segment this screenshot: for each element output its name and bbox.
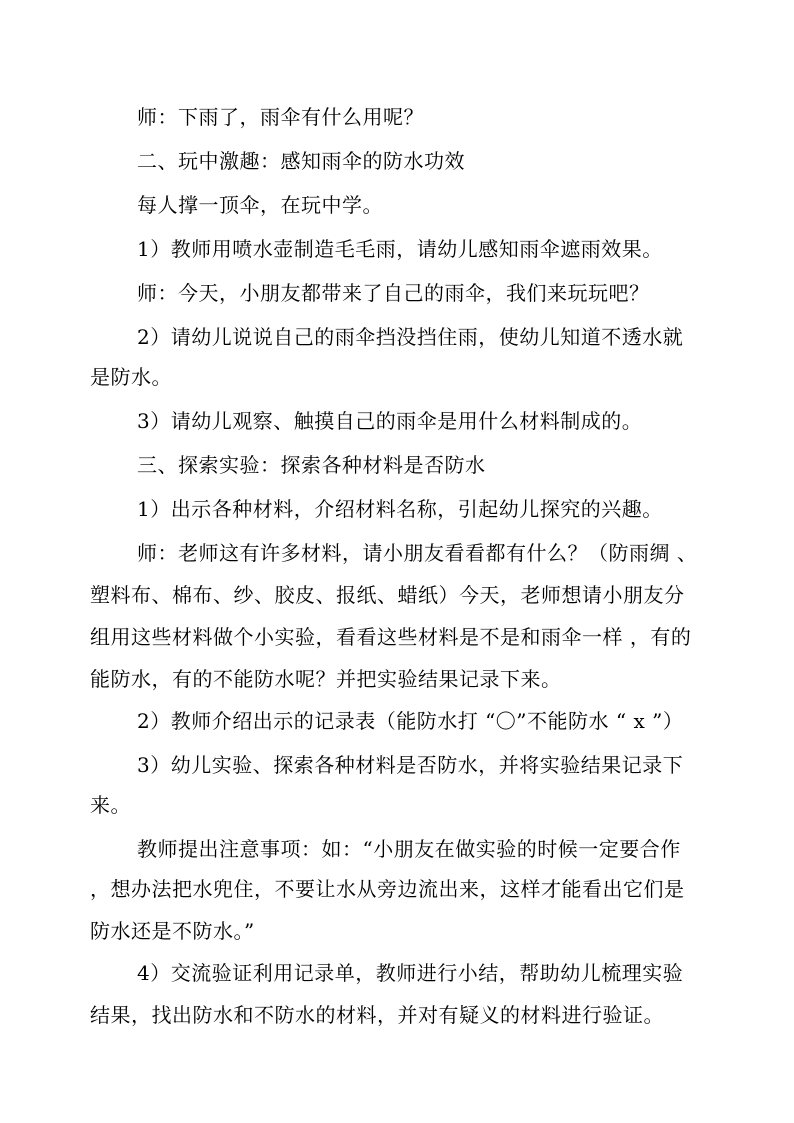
text-line: 4）交流验证利用记录单，教师进行小结，帮助幼儿梳理实验 — [137, 961, 684, 985]
text-line: 来。 — [90, 793, 131, 817]
text-line: 每人撑一顶伞，在玩中学。 — [137, 193, 383, 217]
text-line: 3）幼儿实验、探索各种材料是否防水，并将实验结果记录下 — [137, 753, 684, 777]
text-line: 2）请幼儿说说自己的雨伞挡没挡住雨，使幼儿知道不透水就 — [137, 325, 684, 349]
section-heading: 二、玩中激趣：感知雨伞的防水功效 — [137, 149, 465, 173]
text-line: 师：下雨了，雨伞有什么用呢？ — [137, 105, 424, 129]
text-line: ，想办法把水兜住，不要让水从旁边流出来，这样才能看出它们是 — [90, 877, 685, 901]
text-line: 防水还是不防水。” — [90, 919, 255, 943]
text-line: 组用这些材料做个小实验，看看这些材料是不是和雨伞一样 ，有的 — [90, 625, 692, 649]
text-line: 是防水。 — [90, 365, 172, 389]
text-line: 结果，找出防水和不防水的材料，并对有疑义的材料进行验证。 — [90, 1003, 664, 1027]
text-line: 1）教师用喷水壶制造毛毛雨，请幼儿感知雨伞遮雨效果。 — [137, 237, 663, 261]
text-line: 师：今天，小朋友都带来了自己的雨伞，我们来玩玩吧？ — [137, 281, 650, 305]
text-line: 2）教师介绍出示的记录表（能防水打 “〇”不能防水 “ x ”） — [137, 709, 684, 733]
text-line: 能防水，有的不能防水呢？并把实验结果记录下来。 — [90, 667, 562, 691]
text-line: 师：老师这有许多材料，请小朋友看看都有什么？（防雨绸 、 — [137, 541, 698, 565]
text-line: 教师提出注意事项：如：“小朋友在做实验的时候一定要合作 — [137, 837, 681, 861]
text-line: 1）出示各种材料，介绍材料名称，引起幼儿探究的兴趣。 — [137, 497, 663, 521]
text-line: 塑料布、棉布、纱、胶皮、报纸、蜡纸）今天，老师想请小朋友分 — [90, 583, 685, 607]
text-line: 3）请幼儿观察、触摸自己的雨伞是用什么材料制成的。 — [137, 409, 643, 433]
section-heading: 三、探索实验：探索各种材料是否防水 — [137, 453, 486, 477]
